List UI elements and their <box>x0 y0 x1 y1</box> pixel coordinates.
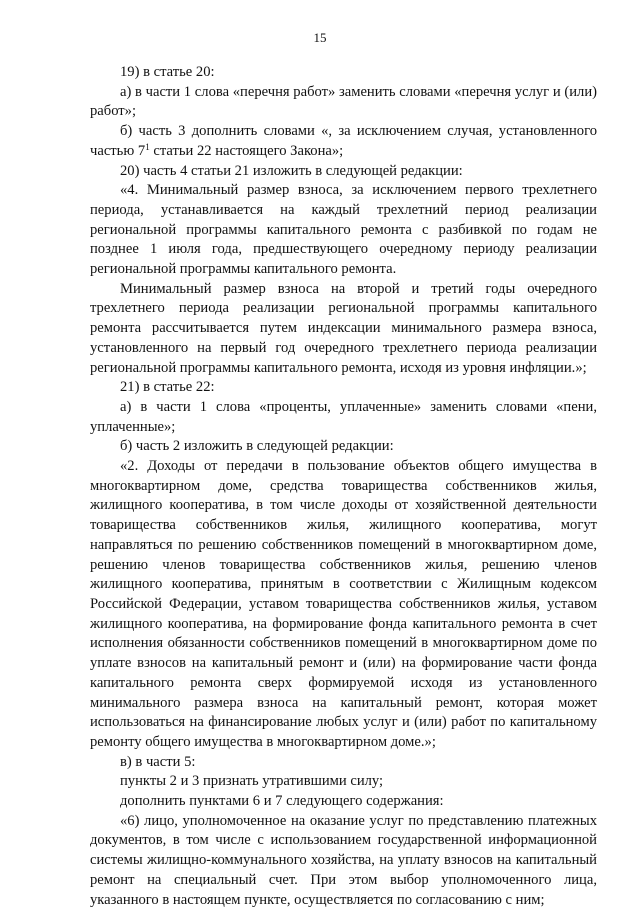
paragraph: а) в части 1 слова «проценты, уплаченные» заменить словами «пени, уплаченные»; <box>90 398 597 435</box>
paragraph: 20) часть 4 статьи 21 изложить в следующей редакции: <box>120 162 463 179</box>
paragraph: 19) в статье 20: <box>120 64 215 80</box>
paragraph: «4. Минимальный размер взноса, за исключением первого трехлетнего периода, устанавливается на каждый трехлетний период реализации региональной программы капитального ремонта с разбивкой по годам не позднее 1 июля года, предшествующего очередному периоду реализации региональной программы капитального ремонта. <box>90 182 597 278</box>
paragraph: 21) в статье 22: <box>120 379 215 396</box>
paragraph: «6) лицо, уполномоченное на оказание услуг по представлению платежных документов, в том числе с использованием государственной информационной системы жилищно-коммунального хозяйства, на уплату взносов на капитальный ремонт на специальный счет. При этом выбор уполномоченного лица, указанного в настоящем пункте, осуществляется по согласованию с ним; <box>90 812 597 908</box>
paragraph: дополнить пунктами 6 и 7 следующего содержания: <box>120 793 444 810</box>
superscript: 1 <box>145 141 150 152</box>
paragraph: пункты 2 и 3 признать утратившими силу; <box>120 773 384 790</box>
paragraph-text: б) часть 3 дополнить словами «, за исключением случая, установленного частью 7 <box>90 123 597 159</box>
paragraph-with-superscript <box>90 122 597 161</box>
paragraph: «2. Доходы от передачи в пользование объектов общего имущества в многоквартирном доме, средства товарищества собственников жилья, жилищного кооператива, в том числе доходы от хозяйственной деятельности товарищества собственников жилья, жилищного кооператива, могут направляться по решению собственников помещений в многоквартирном доме, решению членов товарищества собственников жилья, решению членов жилищного кооператива, принятым в соответствии с Жилищным кодексом Российской Федерации, уставом товарищества собственников жилья, уставом жилищного кооператива, на формирование фонда капитального ремонта в счет исполнения обязанности собственников помещений в многоквартирном доме по уплате взносов на капитальный ремонт и (или) на формирование части фонда капитального ремонта сверх формируемой исходя из установленного минимального размера взноса на капитальный ремонт, которая может использоваться на финансирование любых услуг и (или) работ по капитальному ремонту общего имущества в многоквартирном доме.»; <box>90 458 597 750</box>
page-number: 15 <box>313 30 327 45</box>
paragraph: в) в части 5: <box>120 753 196 770</box>
document-body <box>90 63 597 910</box>
paragraph: б) часть 2 изложить в следующей редакции: <box>120 438 394 455</box>
paragraph: а) в части 1 слова «перечня работ» заменить словами «перечня услуг и (или) работ»; <box>90 83 597 120</box>
paragraph: Минимальный размер взноса на второй и третий годы очередного трехлетнего периода реализации региональной программы капитального ремонта рассчитывается путем индексации минимального размера взноса, установленного на первый год очередного трехлетнего периода реализации региональной программы капитального ремонта, исходя из уровня инфляции.»; <box>90 280 597 376</box>
paragraph-text-tail: статьи 22 настоящего Закона»; <box>149 142 344 159</box>
